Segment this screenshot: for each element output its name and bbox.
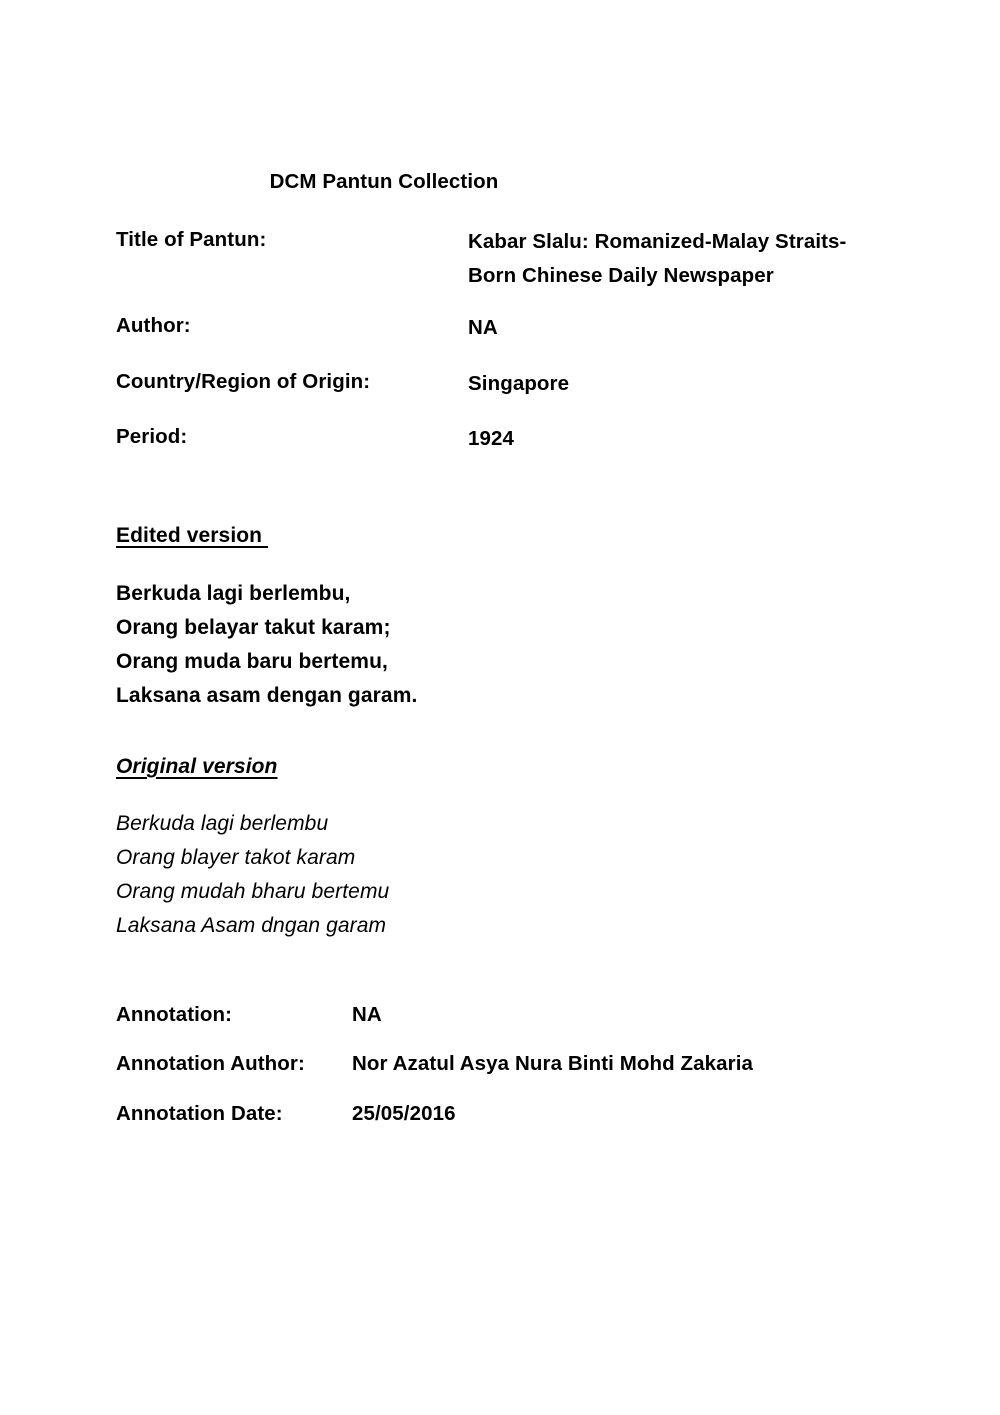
original-verse-line: Berkuda lagi berlembu (116, 811, 329, 835)
original-verse-line: Orang mudah bharu bertemu (116, 880, 390, 904)
collection-title: DCM Pantun Collection (269, 170, 499, 193)
edited-version-heading: Edited version (116, 523, 269, 547)
annotation-row-date (116, 1099, 876, 1129)
edited-verse-line: Orang belayar takut karam; (116, 616, 391, 639)
metadata-label-author: Author: (116, 314, 191, 338)
metadata-row-author (116, 311, 876, 345)
metadata-value-author: NA (468, 316, 498, 340)
original-version-verse (116, 807, 876, 944)
metadata-row-period (116, 422, 876, 456)
metadata-label-period: Period: (116, 425, 188, 449)
metadata-label-country: Country/Region of Origin: (116, 369, 371, 393)
metadata-row-title (116, 225, 876, 294)
metadata-block (116, 225, 876, 457)
edited-version-verse (116, 577, 876, 714)
annotation-row-author (116, 1049, 876, 1079)
edited-verse-line: Berkuda lagi berlembu, (116, 581, 351, 605)
edited-verse-line: Orang muda baru bertemu, (116, 650, 388, 674)
metadata-value-title: Kabar Slalu: Romanized-Malay Straits-Born Chinese Daily Newspaper (468, 229, 847, 288)
original-verse-line: Orang blayer takot karam (116, 845, 356, 869)
original-version-heading: Original version (116, 754, 278, 778)
document-body (116, 170, 876, 1149)
annotation-value-author: Nor Azatul Asya Nura Binti Mohd Zakaria (352, 1052, 754, 1076)
metadata-value-country: Singapore (468, 371, 570, 395)
metadata-value-period: 1924 (468, 427, 515, 451)
annotation-label-author: Annotation Author: (116, 1052, 305, 1076)
original-version-section (116, 755, 876, 779)
metadata-label-title: Title of Pantun: (116, 227, 267, 251)
metadata-row-country (116, 367, 876, 401)
annotation-block (116, 1000, 876, 1129)
annotation-row-text (116, 1000, 876, 1030)
edited-verse-line: Laksana asam dengan garam. (116, 684, 418, 708)
annotation-value-date: 25/05/2016 (352, 1101, 456, 1125)
annotation-label-text: Annotation: (116, 1002, 233, 1026)
annotation-value-text: NA (352, 1002, 382, 1026)
annotation-label-date: Annotation Date: (116, 1101, 283, 1125)
edited-version-section (116, 524, 876, 548)
document-header-wrap (0, 170, 1000, 195)
original-verse-line: Laksana Asam dngan garam (116, 914, 387, 938)
